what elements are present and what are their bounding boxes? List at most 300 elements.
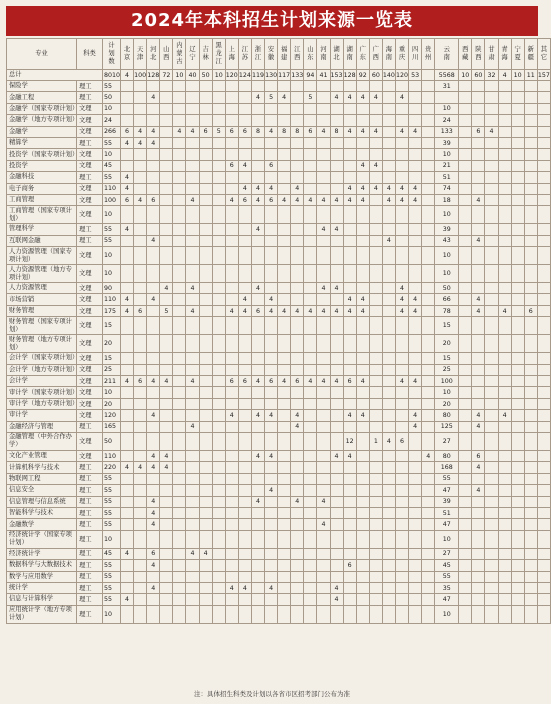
province-cell: 4 — [238, 160, 251, 171]
province-cell — [173, 115, 186, 126]
total-cell: 60 — [472, 70, 485, 81]
province-cell: 4 — [147, 235, 160, 246]
province-cell — [317, 206, 330, 224]
province-cell — [498, 364, 511, 375]
province-cell — [524, 172, 537, 183]
province-cell — [330, 560, 343, 571]
province-cell — [238, 149, 251, 160]
major-name: 投资学（国家专项计划） — [7, 149, 77, 160]
province-cell — [238, 206, 251, 224]
province-cell — [212, 317, 225, 335]
province-cell — [485, 305, 498, 316]
province-cell — [409, 507, 422, 518]
province-cell — [199, 560, 212, 571]
province-cell — [265, 594, 278, 605]
major-plan: 220 — [103, 462, 121, 473]
province-cell — [382, 582, 395, 593]
province-cell — [278, 353, 291, 364]
province-cell: 4 — [134, 462, 147, 473]
province-cell — [343, 421, 356, 432]
province-cell — [369, 317, 382, 335]
province-cell — [369, 235, 382, 246]
province-cell — [369, 305, 382, 316]
province-cell — [304, 410, 317, 421]
header-province-label: 广东 — [359, 46, 366, 61]
province-cell — [472, 183, 485, 194]
major-category: 文理 — [77, 376, 103, 387]
province-cell — [369, 81, 382, 92]
province-cell — [212, 206, 225, 224]
province-cell — [472, 473, 485, 484]
province-cell — [225, 283, 238, 294]
province-cell — [212, 81, 225, 92]
province-cell: 4 — [225, 410, 238, 421]
province-cell — [265, 364, 278, 375]
province-cell — [356, 548, 369, 559]
province-cell — [225, 317, 238, 335]
province-cell — [160, 353, 173, 364]
province-cell: 4 — [225, 194, 238, 205]
province-cell — [121, 582, 134, 593]
province-cell — [225, 224, 238, 235]
province-cell: 4 — [121, 305, 134, 316]
province-cell — [409, 473, 422, 484]
province-cell — [369, 224, 382, 235]
province-cell — [472, 387, 485, 398]
province-cell — [422, 92, 435, 103]
province-cell — [511, 387, 524, 398]
province-cell — [537, 265, 550, 283]
province-cell — [265, 473, 278, 484]
province-cell — [251, 364, 264, 375]
table-row — [7, 485, 551, 496]
province-cell: 27 — [435, 432, 459, 450]
province-cell — [160, 235, 173, 246]
province-cell — [498, 507, 511, 518]
province-cell — [511, 183, 524, 194]
province-cell — [498, 594, 511, 605]
province-cell: 4 — [186, 548, 199, 559]
province-cell — [225, 387, 238, 398]
province-cell: 4 — [409, 410, 422, 421]
header-province-label: 其它 — [540, 46, 547, 61]
province-cell — [251, 353, 264, 364]
province-cell: 4 — [356, 126, 369, 137]
major-category: 理工 — [77, 594, 103, 605]
major-plan: 175 — [103, 305, 121, 316]
province-cell — [356, 605, 369, 623]
province-cell — [238, 81, 251, 92]
province-cell — [291, 115, 304, 126]
province-cell — [173, 206, 186, 224]
province-cell: 4 — [265, 305, 278, 316]
province-cell: 4 — [395, 194, 408, 205]
province-cell — [238, 548, 251, 559]
province-cell — [409, 160, 422, 171]
province-cell — [459, 149, 472, 160]
province-cell — [369, 485, 382, 496]
province-cell — [511, 224, 524, 235]
province-cell — [485, 507, 498, 518]
province-cell — [382, 81, 395, 92]
province-cell — [251, 387, 264, 398]
table-row — [7, 548, 551, 559]
province-cell — [382, 519, 395, 530]
province-cell — [356, 265, 369, 283]
province-cell — [317, 137, 330, 148]
major-plan: 90 — [103, 283, 121, 294]
province-cell — [160, 530, 173, 548]
province-cell — [304, 432, 317, 450]
province-cell — [498, 462, 511, 473]
province-cell — [422, 507, 435, 518]
province-cell: 4 — [121, 137, 134, 148]
header-province-label: 上海 — [228, 46, 235, 61]
province-cell — [291, 235, 304, 246]
province-cell — [199, 265, 212, 283]
province-cell: 6 — [225, 376, 238, 387]
province-cell — [472, 376, 485, 387]
header-province — [238, 39, 251, 70]
province-cell — [251, 507, 264, 518]
province-cell — [382, 103, 395, 114]
major-category: 文理 — [77, 265, 103, 283]
total-cell: 10 — [511, 70, 524, 81]
province-cell — [382, 507, 395, 518]
province-cell — [422, 206, 435, 224]
province-cell — [343, 235, 356, 246]
province-cell — [147, 432, 160, 450]
province-cell — [199, 519, 212, 530]
province-cell — [199, 137, 212, 148]
province-cell — [304, 160, 317, 171]
province-cell — [160, 605, 173, 623]
province-cell — [524, 410, 537, 421]
province-cell: 6 — [291, 376, 304, 387]
province-cell — [186, 398, 199, 409]
major-plan: 10 — [103, 149, 121, 160]
province-cell — [395, 103, 408, 114]
province-cell: 4 — [186, 283, 199, 294]
total-cell: 130 — [265, 71, 278, 79]
header-province — [343, 39, 356, 70]
province-cell — [278, 560, 291, 571]
province-cell — [265, 462, 278, 473]
major-name: 信息与计算科学 — [7, 594, 77, 605]
province-cell — [382, 450, 395, 461]
province-cell: 4 — [422, 450, 435, 461]
province-cell — [472, 160, 485, 171]
province-cell — [225, 149, 238, 160]
province-cell — [212, 283, 225, 294]
province-cell — [265, 335, 278, 353]
province-cell — [147, 530, 160, 548]
major-name: 智能科学与技术 — [7, 507, 77, 518]
province-cell — [134, 519, 147, 530]
major-plan: 55 — [103, 172, 121, 183]
province-cell — [134, 283, 147, 294]
province-cell: 10 — [435, 247, 459, 265]
province-cell: 4 — [382, 432, 395, 450]
province-cell — [121, 160, 134, 171]
major-name: 互联网金融 — [7, 235, 77, 246]
header-category: 科类 — [77, 39, 103, 70]
province-cell — [134, 206, 147, 224]
province-cell — [382, 462, 395, 473]
major-plan: 110 — [103, 450, 121, 461]
province-cell — [212, 305, 225, 316]
province-cell — [134, 103, 147, 114]
province-cell — [173, 194, 186, 205]
province-cell — [459, 283, 472, 294]
province-cell — [186, 387, 199, 398]
province-cell: 4 — [382, 235, 395, 246]
province-cell — [134, 235, 147, 246]
province-cell — [212, 560, 225, 571]
province-cell — [498, 485, 511, 496]
province-cell — [330, 462, 343, 473]
province-cell — [317, 473, 330, 484]
province-cell — [160, 335, 173, 353]
major-plan: 15 — [103, 353, 121, 364]
major-name: 金融数学 — [7, 519, 77, 530]
province-cell — [356, 247, 369, 265]
province-cell — [382, 353, 395, 364]
province-cell — [278, 265, 291, 283]
province-cell — [160, 247, 173, 265]
province-cell: 35 — [435, 582, 459, 593]
province-cell — [524, 206, 537, 224]
province-cell — [511, 582, 524, 593]
province-cell — [459, 432, 472, 450]
province-cell — [173, 305, 186, 316]
province-cell — [498, 115, 511, 126]
province-cell — [225, 103, 238, 114]
province-cell — [304, 115, 317, 126]
province-cell — [537, 92, 550, 103]
province-cell — [498, 376, 511, 387]
province-cell: 6 — [225, 160, 238, 171]
province-cell — [186, 183, 199, 194]
province-cell — [511, 265, 524, 283]
province-cell — [382, 571, 395, 582]
province-cell — [485, 224, 498, 235]
province-cell — [472, 571, 485, 582]
province-cell — [173, 376, 186, 387]
province-cell — [134, 387, 147, 398]
province-cell — [225, 496, 238, 507]
province-cell — [147, 353, 160, 364]
province-cell — [278, 530, 291, 548]
province-cell: 133 — [435, 126, 459, 137]
major-category: 理工 — [77, 235, 103, 246]
province-cell — [134, 160, 147, 171]
province-cell — [265, 507, 278, 518]
province-cell — [134, 473, 147, 484]
province-cell — [212, 364, 225, 375]
province-cell — [278, 582, 291, 593]
province-cell — [147, 103, 160, 114]
province-cell: 4 — [498, 410, 511, 421]
major-plan: 55 — [103, 507, 121, 518]
table-row — [7, 398, 551, 409]
province-cell — [304, 421, 317, 432]
province-cell — [369, 450, 382, 461]
province-cell — [212, 605, 225, 623]
table-row — [7, 376, 551, 387]
province-cell — [134, 485, 147, 496]
province-cell — [160, 582, 173, 593]
province-cell: 50 — [435, 283, 459, 294]
province-cell — [498, 560, 511, 571]
province-cell: 4 — [330, 450, 343, 461]
major-name: 应用统计学（地方专项计划） — [7, 605, 77, 623]
province-cell — [304, 450, 317, 461]
province-cell: 4 — [304, 194, 317, 205]
province-cell — [511, 115, 524, 126]
province-cell — [485, 387, 498, 398]
province-cell — [369, 353, 382, 364]
province-cell — [251, 571, 264, 582]
province-cell: 66 — [435, 294, 459, 305]
province-cell — [459, 126, 472, 137]
province-cell — [498, 473, 511, 484]
major-name: 数据科学与大数据技术 — [7, 560, 77, 571]
province-cell — [485, 496, 498, 507]
province-cell — [485, 137, 498, 148]
province-cell — [459, 530, 472, 548]
province-cell: 4 — [278, 92, 291, 103]
province-cell: 4 — [134, 137, 147, 148]
province-cell — [511, 410, 524, 421]
province-cell — [291, 571, 304, 582]
header-province — [186, 39, 199, 70]
province-cell: 4 — [147, 450, 160, 461]
province-cell — [225, 353, 238, 364]
province-cell — [225, 507, 238, 518]
province-cell — [459, 172, 472, 183]
province-cell — [173, 594, 186, 605]
province-cell — [121, 450, 134, 461]
province-cell — [173, 450, 186, 461]
province-cell — [422, 115, 435, 126]
province-cell — [459, 335, 472, 353]
province-cell — [173, 432, 186, 450]
major-name: 物联网工程 — [7, 473, 77, 484]
header-province — [121, 39, 134, 70]
province-cell — [422, 247, 435, 265]
province-cell — [278, 605, 291, 623]
province-cell — [369, 473, 382, 484]
province-cell: 4 — [472, 235, 485, 246]
province-cell — [160, 548, 173, 559]
province-cell — [498, 432, 511, 450]
province-cell — [356, 582, 369, 593]
total-cell: 153 — [330, 71, 343, 79]
province-cell: 4 — [317, 305, 330, 316]
province-cell: 4 — [330, 92, 343, 103]
province-cell — [524, 376, 537, 387]
province-cell — [369, 376, 382, 387]
province-cell — [524, 450, 537, 461]
province-cell — [409, 137, 422, 148]
province-cell — [251, 398, 264, 409]
header-province — [291, 39, 304, 70]
major-category: 理工 — [77, 172, 103, 183]
province-cell: 12 — [343, 432, 356, 450]
province-cell — [330, 81, 343, 92]
major-category: 文理 — [77, 432, 103, 450]
province-cell — [304, 224, 317, 235]
province-cell — [524, 235, 537, 246]
province-cell — [395, 582, 408, 593]
province-cell — [121, 149, 134, 160]
province-cell — [291, 485, 304, 496]
province-cell — [304, 283, 317, 294]
province-cell — [485, 115, 498, 126]
major-plan: 55 — [103, 571, 121, 582]
province-cell: 4 — [121, 172, 134, 183]
province-cell — [265, 283, 278, 294]
province-cell — [238, 605, 251, 623]
province-cell: 4 — [147, 519, 160, 530]
province-cell — [511, 507, 524, 518]
province-cell — [343, 462, 356, 473]
province-cell — [395, 594, 408, 605]
province-cell — [304, 103, 317, 114]
province-cell: 4 — [291, 421, 304, 432]
province-cell — [511, 305, 524, 316]
province-cell — [291, 137, 304, 148]
province-cell — [330, 206, 343, 224]
province-cell — [485, 335, 498, 353]
province-cell — [225, 485, 238, 496]
header-province-label: 青海 — [501, 46, 508, 61]
province-cell — [212, 519, 225, 530]
province-cell — [160, 265, 173, 283]
province-cell — [121, 571, 134, 582]
province-cell — [369, 462, 382, 473]
province-cell — [186, 81, 199, 92]
province-cell — [199, 376, 212, 387]
province-cell — [537, 81, 550, 92]
province-cell — [291, 224, 304, 235]
province-cell — [212, 294, 225, 305]
major-name: 财务管理 — [7, 305, 77, 316]
province-cell — [265, 265, 278, 283]
major-category: 理工 — [77, 485, 103, 496]
province-cell: 4 — [317, 224, 330, 235]
province-cell — [422, 398, 435, 409]
province-cell: 10 — [435, 206, 459, 224]
province-cell: 8 — [330, 126, 343, 137]
province-cell — [330, 519, 343, 530]
province-cell — [369, 582, 382, 593]
province-cell — [343, 519, 356, 530]
province-cell — [121, 335, 134, 353]
province-cell — [186, 507, 199, 518]
province-cell — [317, 92, 330, 103]
province-cell: 4 — [472, 194, 485, 205]
province-cell — [511, 530, 524, 548]
province-cell: 47 — [435, 594, 459, 605]
province-cell — [369, 507, 382, 518]
province-cell — [121, 410, 134, 421]
province-cell: 4 — [409, 305, 422, 316]
province-cell — [304, 548, 317, 559]
province-cell — [395, 410, 408, 421]
province-cell — [199, 421, 212, 432]
